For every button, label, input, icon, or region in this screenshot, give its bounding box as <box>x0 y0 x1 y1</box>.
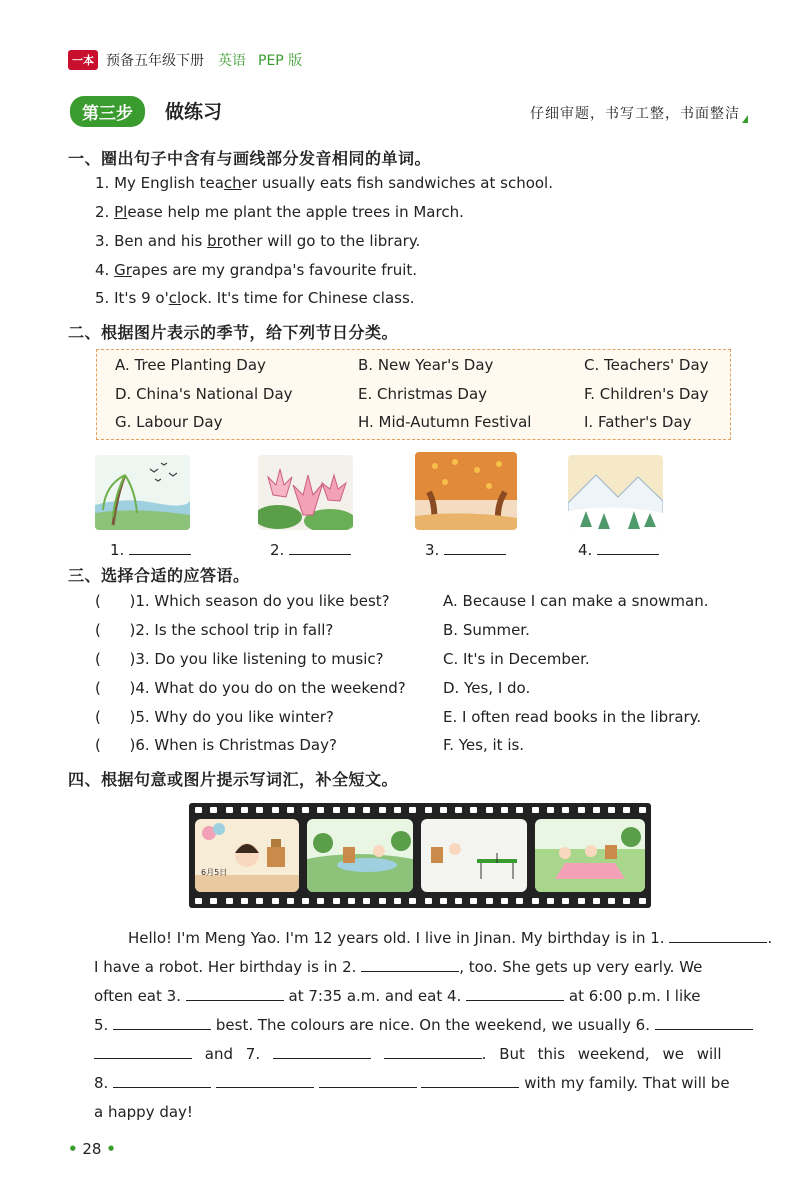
item-text: ock. It's time for Chinese class. <box>181 289 415 307</box>
blank-1[interactable] <box>669 930 767 943</box>
autumn-picture <box>415 452 517 530</box>
film-sprocket <box>348 807 355 813</box>
sec3-question-3: ( )3. Do you like listening to music? <box>95 650 384 668</box>
winter-picture <box>568 455 663 530</box>
blank-number: 2. <box>270 541 285 559</box>
page-header <box>68 50 314 70</box>
blank-line <box>129 540 191 555</box>
film-sprocket <box>195 807 202 813</box>
sec3-question-5: ( )5. Why do you like winter? <box>95 708 334 726</box>
film-sprocket <box>593 898 600 904</box>
film-sprocket <box>608 898 615 904</box>
item-text: apes are my grandpa's favourite fruit. <box>131 261 418 279</box>
sec3-question-2: ( )2. Is the school trip in fall? <box>95 621 334 639</box>
film-sprocket <box>272 898 279 904</box>
film-sprocket <box>226 898 233 904</box>
blank-line <box>444 540 506 555</box>
film-sprocket <box>363 807 370 813</box>
blank-8b[interactable] <box>216 1075 314 1088</box>
film-sprocket <box>516 898 523 904</box>
film-sprocket <box>547 807 554 813</box>
film-sprocket <box>623 898 630 904</box>
summer-picture <box>258 455 353 530</box>
park-frame <box>307 819 413 892</box>
picnic-frame <box>535 819 645 892</box>
film-sprocket <box>501 807 508 813</box>
blank-line <box>597 540 659 555</box>
passage-text: at 6:00 p.m. I like <box>568 987 701 1005</box>
blank-7a[interactable] <box>273 1046 371 1059</box>
edition-label: PEP 版 <box>258 53 303 69</box>
item-text: er usually eats fish sandwiches at school. <box>241 174 553 192</box>
blank-number: 1. <box>110 541 125 559</box>
underlined-letters: br <box>207 232 223 250</box>
film-sprocket <box>501 898 508 904</box>
passage-text: , too. She gets up very early. We <box>459 958 703 976</box>
film-sprocket <box>516 807 523 813</box>
passage-text: with my family. That will be <box>524 1074 730 1092</box>
subject-label: 英语 <box>218 53 246 69</box>
film-sprocket <box>608 807 615 813</box>
passage-line-1 <box>128 924 772 953</box>
passage-line-5 <box>94 1040 721 1069</box>
film-sprocket <box>623 807 630 813</box>
film-sprocket <box>317 898 324 904</box>
film-sprocket <box>455 807 462 813</box>
item-text: 4. <box>95 261 115 279</box>
item-text: 2. <box>95 203 115 221</box>
film-sprocket <box>394 807 401 813</box>
sec3-answer-e: E. I often read books in the library. <box>443 708 702 726</box>
passage-line-2 <box>94 953 702 982</box>
festival-option: H. Mid-Autumn Festival <box>358 413 532 431</box>
sec3-question-6: ( )6. When is Christmas Day? <box>95 736 337 754</box>
sec3-answer-b: B. Summer. <box>443 621 530 639</box>
book-title: 预备五年级下册 <box>106 53 204 69</box>
sec1-item-3 <box>95 232 420 250</box>
film-sprocket <box>532 807 539 813</box>
underlined-letters: ch <box>223 174 242 192</box>
film-sprocket <box>470 898 477 904</box>
blank-5[interactable] <box>113 1017 211 1030</box>
motto-corner-icon <box>742 115 748 123</box>
spring-picture <box>95 455 190 530</box>
film-sprocket <box>440 898 447 904</box>
festival-option: A. Tree Planting Day <box>115 356 266 374</box>
passage-text: at 7:35 a.m. and eat 4. <box>288 987 462 1005</box>
passage-text: 5. <box>94 1016 109 1034</box>
festival-option: F. Children's Day <box>584 385 709 403</box>
blank-number: 4. <box>578 541 593 559</box>
sec3-answer-a: A. Because I can make a snowman. <box>443 592 709 610</box>
answer-blank-2[interactable] <box>270 540 351 559</box>
page-number-text: 28 <box>82 1140 102 1158</box>
film-sprocket <box>302 898 309 904</box>
film-sprocket <box>425 898 432 904</box>
blank-8a[interactable] <box>113 1075 211 1088</box>
date-label: 6月5日 <box>201 868 228 877</box>
item-text: other will go to the library. <box>222 232 421 250</box>
passage-line-7: a happy day! <box>94 1103 193 1121</box>
passage-text: . <box>767 929 773 947</box>
film-sprocket <box>562 898 569 904</box>
film-sprocket <box>241 807 248 813</box>
festival-option: E. Christmas Day <box>358 385 488 403</box>
festival-option: C. Teachers' Day <box>584 356 709 374</box>
passage-line-4 <box>94 1011 753 1040</box>
film-sprocket <box>394 898 401 904</box>
blank-7b[interactable] <box>384 1046 482 1059</box>
step-badge: 第三步 <box>70 96 145 127</box>
item-text: 3. Ben and his <box>95 232 208 250</box>
film-strip-illustration <box>189 803 651 908</box>
festival-option: D. China's National Day <box>115 385 293 403</box>
film-sprocket <box>241 898 248 904</box>
film-sprocket <box>287 898 294 904</box>
answer-blank-1[interactable] <box>110 540 191 559</box>
film-sprocket <box>195 898 202 904</box>
film-sprocket <box>547 898 554 904</box>
film-sprocket <box>333 807 340 813</box>
passage-line-3 <box>94 982 701 1011</box>
film-sprocket <box>409 898 416 904</box>
sec1-item-2 <box>95 203 464 221</box>
section-2-title: 二、根据图片表示的季节，给下列节日分类。 <box>68 323 399 342</box>
blank-number: 3. <box>425 541 440 559</box>
festival-option: G. Labour Day <box>115 413 223 431</box>
passage-line-6 <box>94 1069 730 1098</box>
film-sprocket <box>486 807 493 813</box>
film-sprocket <box>455 898 462 904</box>
section-4-title: 四、根据句意或图片提示写词汇，补全短文。 <box>68 770 399 789</box>
sec3-question-1: ( )1. Which season do you like best? <box>95 592 390 610</box>
blank-4[interactable] <box>466 988 564 1001</box>
item-text: 5. It's 9 o' <box>95 289 169 307</box>
sec1-item-4 <box>95 261 417 279</box>
bullet-icon: • <box>106 1140 116 1158</box>
film-sprocket <box>639 807 646 813</box>
page-number <box>68 1140 116 1158</box>
film-sprocket <box>363 898 370 904</box>
birthday-frame <box>195 819 299 892</box>
answer-blank-4[interactable] <box>578 540 659 559</box>
blank-8d[interactable] <box>421 1075 519 1088</box>
film-sprocket <box>272 807 279 813</box>
film-sprocket <box>379 807 386 813</box>
sec1-item-5 <box>95 289 415 307</box>
passage-text: and 7. <box>204 1045 261 1063</box>
section-3-title: 三、选择合适的应答语。 <box>68 566 250 585</box>
passage-text: I have a robot. Her birthday is in 2. <box>94 958 357 976</box>
film-sprocket <box>210 898 217 904</box>
passage-text: 8. <box>94 1074 109 1092</box>
passage-text: Hello! I'm Meng Yao. I'm 12 years old. I live in Jinan. My birthday is in 1. <box>128 929 665 947</box>
film-sprocket <box>470 807 477 813</box>
item-text: 1. My English tea <box>95 174 224 192</box>
film-sprocket <box>562 807 569 813</box>
motto-text: 仔细审题，书写工整，书面整洁 <box>530 106 740 122</box>
bullet-icon: • <box>68 1140 78 1158</box>
film-sprocket <box>348 898 355 904</box>
film-sprocket <box>210 807 217 813</box>
sec3-question-4: ( )4. What do you do on the weekend? <box>95 679 406 697</box>
passage-text: often eat 3. <box>94 987 181 1005</box>
underlined-letters: Pl <box>114 203 128 221</box>
underlined-letters: Gr <box>114 261 132 279</box>
sec3-answer-f: F. Yes, it is. <box>443 736 525 754</box>
answer-blank-3[interactable] <box>425 540 506 559</box>
sec1-item-1 <box>95 174 553 192</box>
blank-3[interactable] <box>186 988 284 1001</box>
passage-text: best. The colours are nice. On the weekend, we usually 6. <box>215 1016 650 1034</box>
underlined-letters: cl <box>168 289 182 307</box>
film-sprocket <box>379 898 386 904</box>
film-sprocket <box>226 807 233 813</box>
film-sprocket <box>256 898 263 904</box>
film-sprocket <box>578 807 585 813</box>
section-1-title: 一、圈出句子中含有与画线部分发音相同的单词。 <box>68 149 432 168</box>
film-sprocket <box>639 898 646 904</box>
step-title: 做练习 <box>165 101 223 123</box>
film-sprocket <box>302 807 309 813</box>
ping-pong-frame <box>421 819 527 892</box>
film-sprocket <box>532 898 539 904</box>
film-sprocket <box>287 807 294 813</box>
passage-text: . But this weekend, we will <box>481 1045 722 1063</box>
film-sprocket <box>578 898 585 904</box>
film-sprocket <box>333 898 340 904</box>
festival-option: I. Father's Day <box>584 413 692 431</box>
film-sprocket <box>440 807 447 813</box>
publisher-logo: 一本 <box>68 50 98 70</box>
blank-6b[interactable] <box>94 1046 192 1059</box>
item-text: ease help me plant the apple trees in March. <box>127 203 464 221</box>
blank-6a[interactable] <box>655 1017 753 1030</box>
film-sprocket <box>425 807 432 813</box>
film-sprocket <box>256 807 263 813</box>
film-sprocket <box>486 898 493 904</box>
blank-8c[interactable] <box>319 1075 417 1088</box>
blank-2[interactable] <box>361 959 459 972</box>
sec3-answer-d: D. Yes, I do. <box>443 679 531 697</box>
blank-line <box>289 540 351 555</box>
film-sprocket <box>593 807 600 813</box>
festival-option: B. New Year's Day <box>358 356 494 374</box>
film-sprocket <box>317 807 324 813</box>
film-sprocket <box>409 807 416 813</box>
sec3-answer-c: C. It's in December. <box>443 650 590 668</box>
